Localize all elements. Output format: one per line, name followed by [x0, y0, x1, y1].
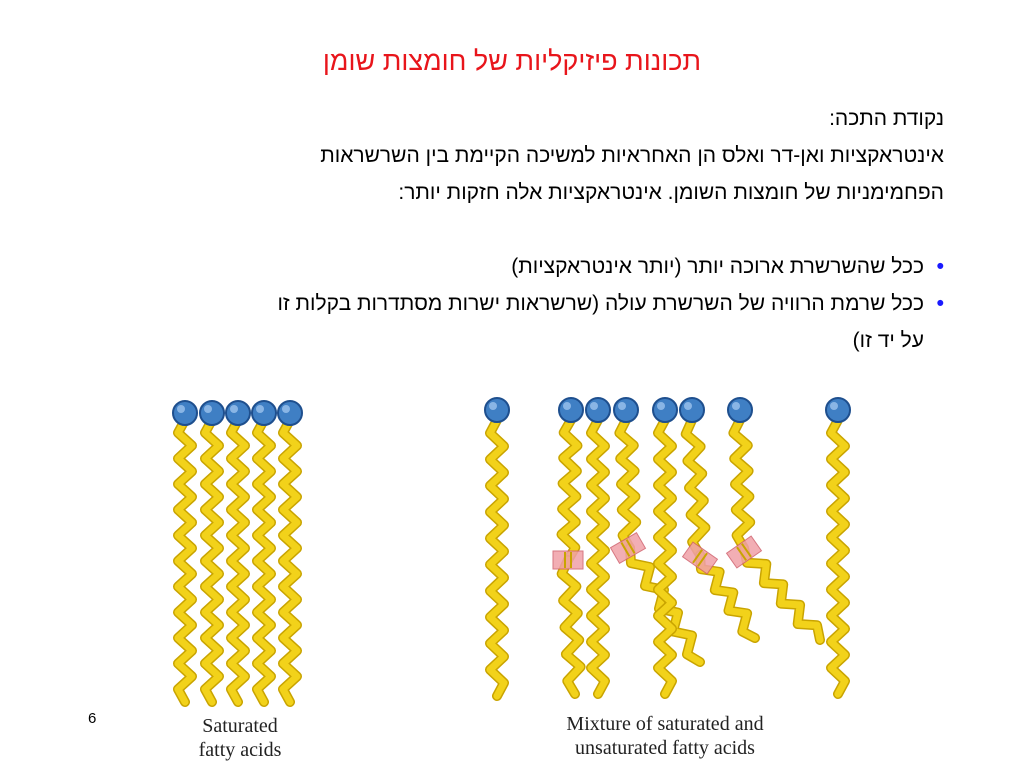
- head-highlight: [282, 405, 290, 413]
- double-bond-marker: [611, 533, 646, 564]
- head-highlight: [489, 402, 497, 410]
- mixture-caption: [520, 712, 810, 760]
- hydrocarbon-chain-fill: [744, 548, 820, 640]
- head-highlight: [830, 402, 838, 410]
- slide-number: 6: [88, 710, 97, 727]
- carboxyl-head-icon: [586, 398, 610, 422]
- head-highlight: [256, 405, 264, 413]
- carboxyl-head-icon: [559, 398, 583, 422]
- melting-point-label: נקודת התכה:: [829, 107, 944, 130]
- head-highlight: [204, 405, 212, 413]
- hydrocarbon-chain-fill: [658, 420, 672, 694]
- double-bond-box: [553, 551, 583, 569]
- bullet-continuation: על יד זו): [852, 329, 924, 352]
- bullet-icon: •: [936, 255, 944, 278]
- saturated-fatty-acids-figure: [173, 401, 302, 702]
- carboxyl-head-icon: [173, 401, 197, 425]
- head-highlight: [684, 402, 692, 410]
- double-bond-marker: [553, 551, 583, 569]
- carboxyl-head-icon: [826, 398, 850, 422]
- carboxyl-head-icon: [252, 401, 276, 425]
- carboxyl-head-icon: [728, 398, 752, 422]
- bullet-text: ככל שרמת הרוויה של השרשרת עולה (שרשראות ישרות מסתדרות בקלות זו: [277, 292, 924, 315]
- head-highlight: [563, 402, 571, 410]
- mixed-fatty-acids-figure: [485, 398, 850, 696]
- intro-line-2: הפחמימניות של חומצות השומן. אינטראקציות אלה חזקות יותר:: [398, 181, 944, 204]
- caption-line: unsaturated fatty acids: [575, 737, 755, 759]
- carboxyl-head-icon: [226, 401, 250, 425]
- hydrocarbon-chain-fill: [831, 420, 845, 694]
- head-highlight: [618, 402, 626, 410]
- carboxyl-head-icon: [200, 401, 224, 425]
- carboxyl-head-icon: [278, 401, 302, 425]
- intro-line-1: אינטראקציות ואן-דר ואלס הן האחראיות למשיכה הקיימת בין השרשראות: [320, 144, 944, 167]
- head-highlight: [590, 402, 598, 410]
- double-bond-box: [611, 533, 646, 564]
- carboxyl-head-icon: [680, 398, 704, 422]
- hydrocarbon-chain-fill: [490, 420, 504, 696]
- head-highlight: [230, 405, 238, 413]
- bullet-text: ככל שהשרשרת ארוכה יותר (יותר אינטראקציות): [511, 255, 924, 278]
- carboxyl-head-icon: [653, 398, 677, 422]
- caption-line: Saturated: [202, 715, 278, 737]
- carboxyl-head-icon: [614, 398, 638, 422]
- head-highlight: [657, 402, 665, 410]
- hydrocarbon-chain-fill: [591, 420, 605, 694]
- bullet-icon: •: [936, 292, 944, 315]
- caption-line: Mixture of saturated and: [566, 713, 764, 735]
- head-highlight: [732, 402, 740, 410]
- caption-line: fatty acids: [198, 739, 282, 761]
- carboxyl-head-icon: [485, 398, 509, 422]
- slide-title: תכונות פיזיקליות של חומצות שומן: [322, 46, 702, 76]
- saturated-caption: [160, 714, 320, 762]
- head-highlight: [177, 405, 185, 413]
